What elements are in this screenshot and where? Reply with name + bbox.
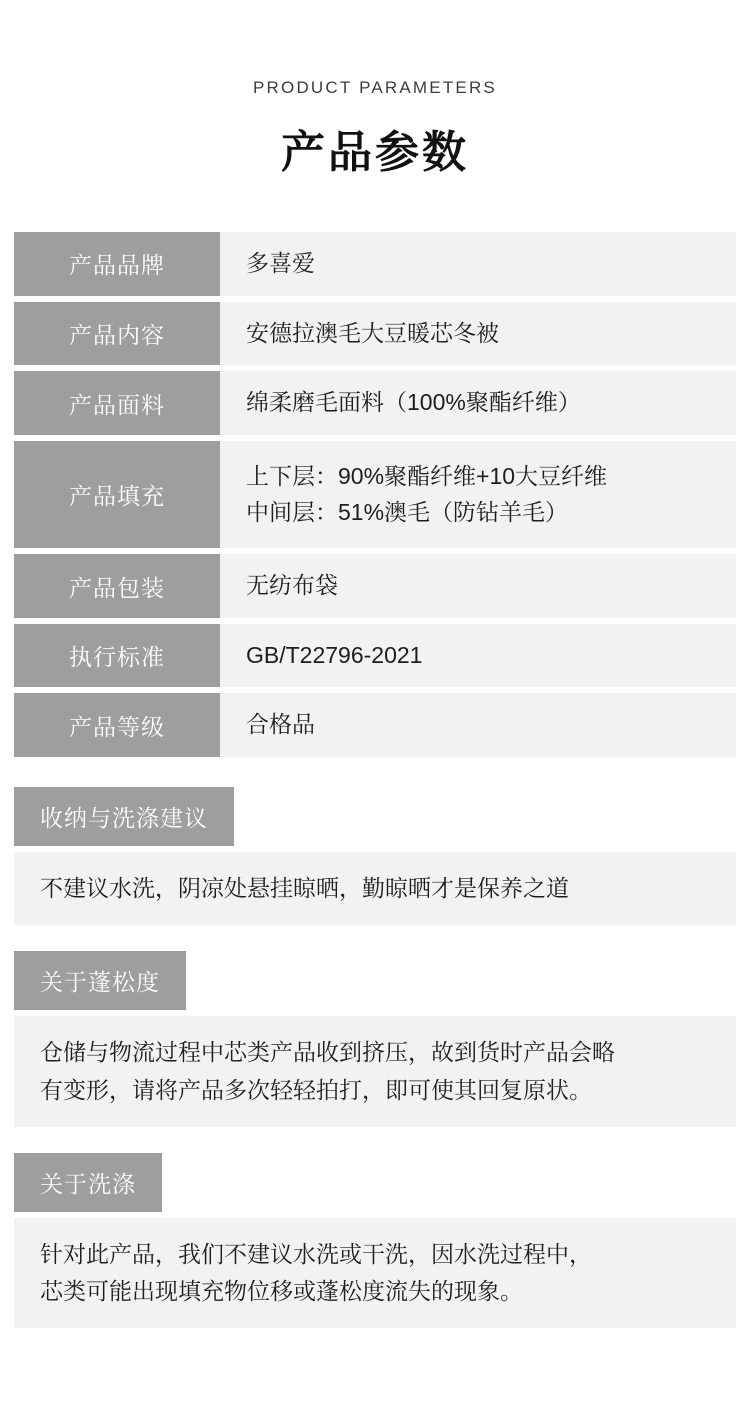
note-body (14, 852, 736, 925)
spec-value (220, 693, 736, 757)
note-line: 有变形，请将产品多次轻轻拍打，即可使其回复原状。 (40, 1076, 592, 1103)
page-header (0, 0, 750, 180)
spec-value-line: 中间层：51%澳毛（防钻羊毛） (246, 498, 569, 525)
spec-label: 产品面料 (14, 371, 220, 435)
table-row (14, 693, 736, 757)
note-heading: 关于蓬松度 (14, 951, 186, 1010)
spec-label: 产品内容 (14, 302, 220, 366)
spec-value (220, 624, 736, 688)
spec-value (220, 554, 736, 618)
spec-label: 产品包装 (14, 554, 220, 618)
spec-value (220, 232, 736, 296)
spec-value-line: 多喜爱 (246, 250, 315, 276)
table-row (14, 554, 736, 618)
spec-value (220, 302, 736, 366)
note-block-fluffiness (14, 951, 736, 1127)
notes-section (0, 787, 750, 1328)
spec-value-line: 合格品 (246, 711, 315, 738)
note-heading: 关于洗涤 (14, 1153, 162, 1212)
table-row (14, 302, 736, 366)
note-line: 不建议水洗，阴凉处悬挂晾晒，勤晾晒才是保养之道 (40, 875, 569, 902)
spec-label: 执行标准 (14, 624, 220, 688)
note-body (14, 1016, 736, 1127)
spec-value-line: GB/T22796-2021 (246, 641, 423, 668)
spec-value (220, 371, 736, 435)
spec-value-line: 上下层：90%聚酯纤维+10大豆纤维 (246, 462, 608, 489)
table-row (14, 232, 736, 296)
table-row (14, 371, 736, 435)
page-title: 产品参数 (281, 128, 469, 177)
spec-value-line: 绵柔磨毛面料（100%聚酯纤维） (246, 389, 581, 416)
spec-value (220, 441, 736, 548)
spec-value-line: 无纺布袋 (246, 572, 338, 599)
note-line: 针对此产品，我们不建议水洗或干洗，因水洗过程中， (40, 1240, 592, 1267)
note-body (14, 1218, 736, 1329)
note-block-storage-washing (14, 787, 736, 925)
table-row (14, 624, 736, 688)
spec-table (0, 232, 750, 757)
note-heading: 收纳与洗涤建议 (14, 787, 234, 846)
spec-label: 产品等级 (14, 693, 220, 757)
table-row (14, 441, 736, 548)
spec-label: 产品填充 (14, 441, 220, 548)
header-eyebrow: PRODUCT PARAMETERS (253, 78, 497, 97)
note-line: 仓储与物流过程中芯类产品收到挤压，故到货时产品会略 (40, 1039, 615, 1066)
note-block-washing (14, 1153, 736, 1329)
spec-value-line: 安德拉澳毛大豆暖芯冬被 (246, 319, 499, 346)
spec-label: 产品品牌 (14, 232, 220, 296)
note-line: 芯类可能出现填充物位移或蓬松度流失的现象。 (40, 1278, 523, 1305)
